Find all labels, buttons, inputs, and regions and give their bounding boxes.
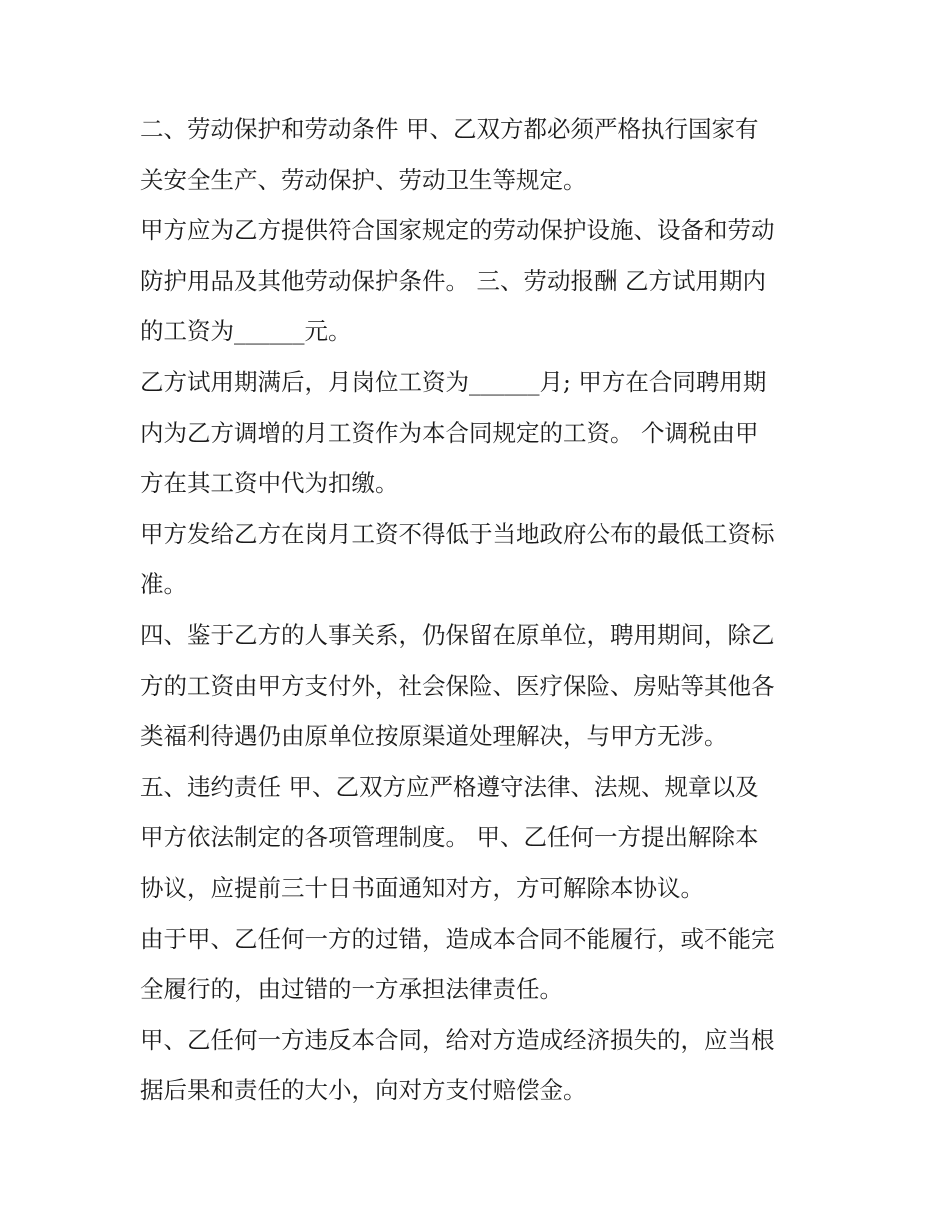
text-line: 四、鉴于乙方的人事关系，仍保留在原单位，聘用期间，除乙 <box>140 620 775 649</box>
text-line: 由于甲、乙任何一方的过错，造成本合同不能履行，或不能完 <box>140 924 775 953</box>
text-line: 甲、乙任何一方违反本合同，给对方造成经济损失的，应当根 <box>140 1025 775 1054</box>
text-line: 防护用品及其他劳动保护条件。 三、劳动报酬 乙方试用期内 <box>140 266 766 295</box>
text-line: 方的工资由甲方支付外，社会保险、医疗保险、房贴等其他各 <box>140 671 775 700</box>
text-line: 甲方应为乙方提供符合国家规定的劳动保护设施、设备和劳动 <box>140 216 775 245</box>
text-line: 全履行的，由过错的一方承担法律责任。 <box>140 975 563 1004</box>
document-body <box>140 104 820 1116</box>
text-line: 协议，应提前三十日书面通知对方，方可解除本协议。 <box>140 873 704 902</box>
text-line: 甲方发给乙方在岗月工资不得低于当地政府公布的最低工资标 <box>140 519 775 548</box>
text-line: 甲方依法制定的各项管理制度。 甲、乙任何一方提出解除本 <box>140 823 759 852</box>
text-line: 二、劳动保护和劳动条件 甲、乙双方都必须严格执行国家有 <box>140 115 759 143</box>
text-line: 的工资为______元。 <box>140 317 352 346</box>
text-line: 内为乙方调增的月工资作为本合同规定的工资。 个调税由甲 <box>140 418 759 447</box>
text-line: 准。 <box>140 570 187 599</box>
text-line: 据后果和责任的大小，向对方支付赔偿金。 <box>140 1076 587 1105</box>
text-line: 乙方试用期满后，月岗位工资为______月; 甲方在合同聘用期 <box>140 367 767 396</box>
text-line: 方在其工资中代为扣缴。 <box>140 469 399 498</box>
text-line: 类福利待遇仍由原单位按原渠道处理解决，与甲方无涉。 <box>140 722 728 751</box>
text-line: 关安全生产、劳动保护、劳动卫生等规定。 <box>140 165 587 194</box>
text-line: 五、违约责任 甲、乙双方应严格遵守法律、法规、规章以及 <box>140 772 759 801</box>
